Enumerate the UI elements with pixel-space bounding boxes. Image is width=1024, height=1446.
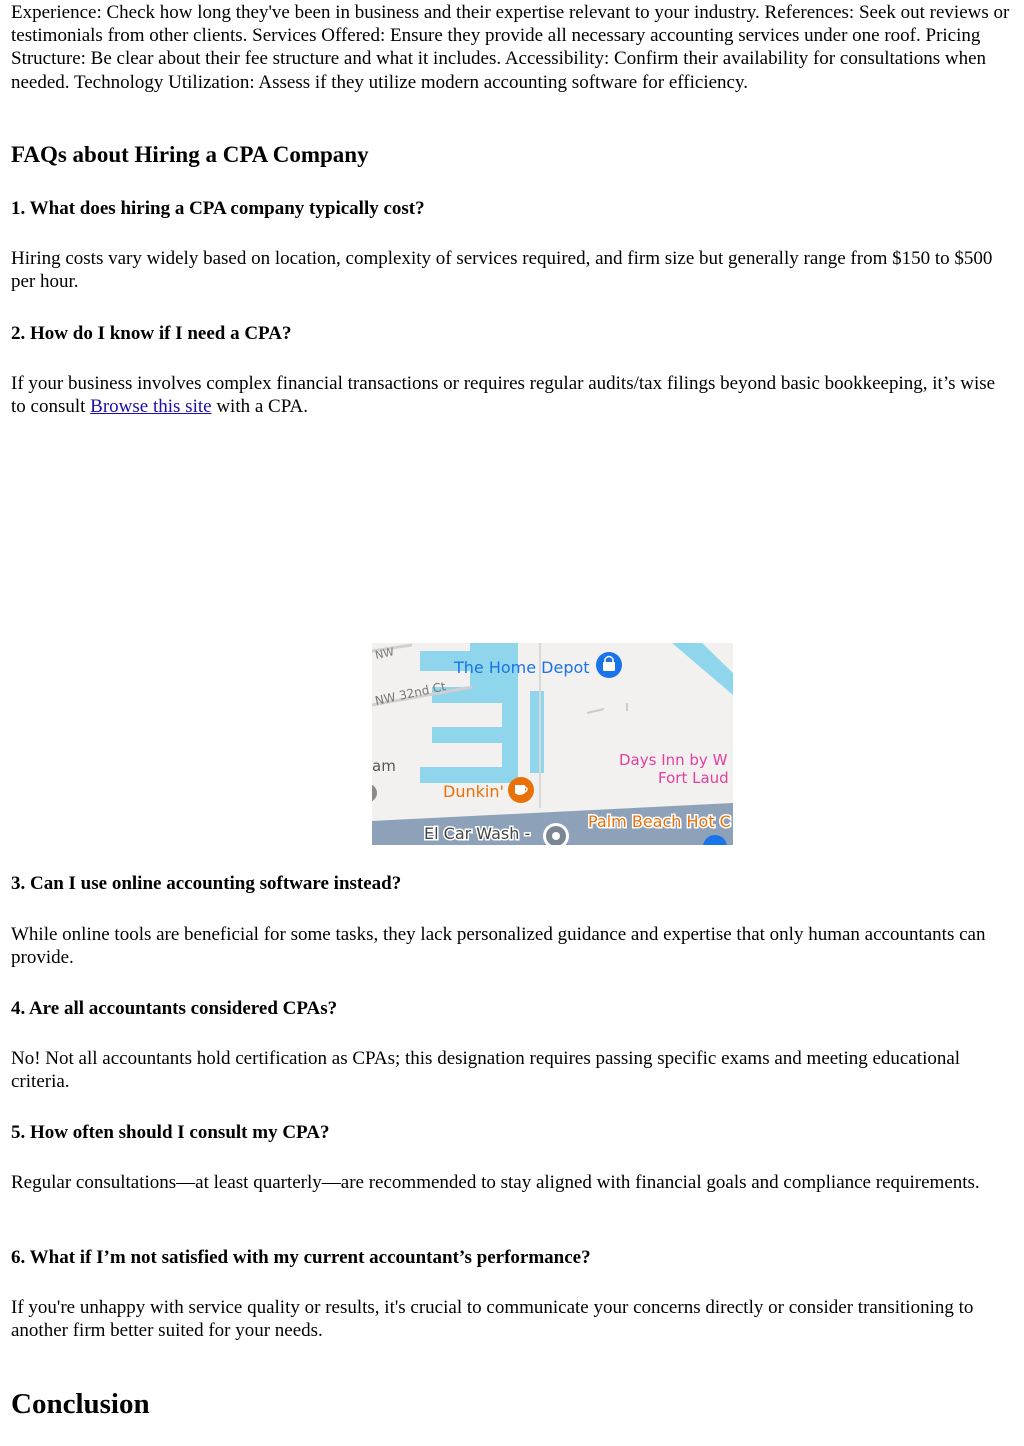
faq-answer-5: Regular consultations—at least quarterly—are recommended to stay aligned with financial goals and compliance requirements. <box>11 1172 980 1193</box>
map-label-32nd: NW 32nd Ct <box>373 679 448 708</box>
map-label-days-inn-2: Fort Laud <box>658 769 729 787</box>
faq-question-6: 6. What if I’m not satisfied with my current accountant’s performance? <box>11 1247 591 1268</box>
map-label-am: am <box>372 757 396 775</box>
faq-answer-4: No! Not all accountants hold certification as CPAs; this designation requires passing specific exams and meeting educational criteria. <box>11 1048 961 1093</box>
faq-answer-2-text-before: If your business involves complex financial transactions or requires regular audits/tax filings beyond basic bookkeeping, it’s wise to consult <box>11 373 996 418</box>
map-label-car-wash: El Car Wash - <box>424 824 531 843</box>
faq-question-1: 1. What does hiring a CPA company typically cost? <box>11 198 425 219</box>
map-label-nw: NW <box>373 645 396 662</box>
faq-question-2: 2. How do I know if I need a CPA? <box>11 323 292 344</box>
map-canvas[interactable] <box>372 643 733 845</box>
map-label-palm-beach: Palm Beach Hot C <box>588 812 731 831</box>
canal-east <box>530 691 544 773</box>
faq-answer-1: Hiring costs vary widely based on location, complexity of services required, and firm size but generally range from $150 to $500 per hour. <box>11 248 993 293</box>
dunkin-pin-icon[interactable] <box>508 777 534 803</box>
conclusion-heading: Conclusion <box>11 1388 150 1421</box>
map-embed[interactable] <box>372 643 733 845</box>
faq-question-3: 3. Can I use online accounting software instead? <box>11 873 402 894</box>
faq-answer-6: If you're unhappy with service quality or results, it's crucial to communicate your concerns directly or consider transitioning to another firm better suited for your needs. <box>11 1297 974 1342</box>
faq-question-4: 4. Are all accountants considered CPAs? <box>11 998 338 1019</box>
browse-site-link[interactable]: Browse this site <box>90 396 212 418</box>
home-depot-pin-icon[interactable] <box>596 652 622 678</box>
faq-answer-3: While online tools are beneficial for some tasks, they lack personalized guidance and expertise that only human accountants can provide. <box>11 924 986 969</box>
map-label-home-depot: The Home Depot <box>454 658 590 677</box>
faq-heading: FAQs about Hiring a CPA Company <box>11 142 369 167</box>
intro-paragraph: Experience: Check how long they've been in business and their expertise relevant to your industry. References: Seek out reviews or testimonials from other clients. Services Offered: Ensure they provide all necessary accounting services under one roof. Pricing Structure: Be clear about their fee structure and what it includes. Accessibility: Confirm their availability for consultations when needed. Technology Utilization: Assess if they utilize modern accounting software for efficiency. <box>11 2 1010 93</box>
faq-answer-2 <box>11 372 1013 418</box>
map-label-days-inn-1: Days Inn by W <box>619 751 728 769</box>
faq-answer-2-text-after: with a CPA. <box>211 396 308 418</box>
map-label-dunkin: Dunkin' <box>443 782 504 801</box>
faq-question-5: 5. How often should I consult my CPA? <box>11 1122 330 1143</box>
